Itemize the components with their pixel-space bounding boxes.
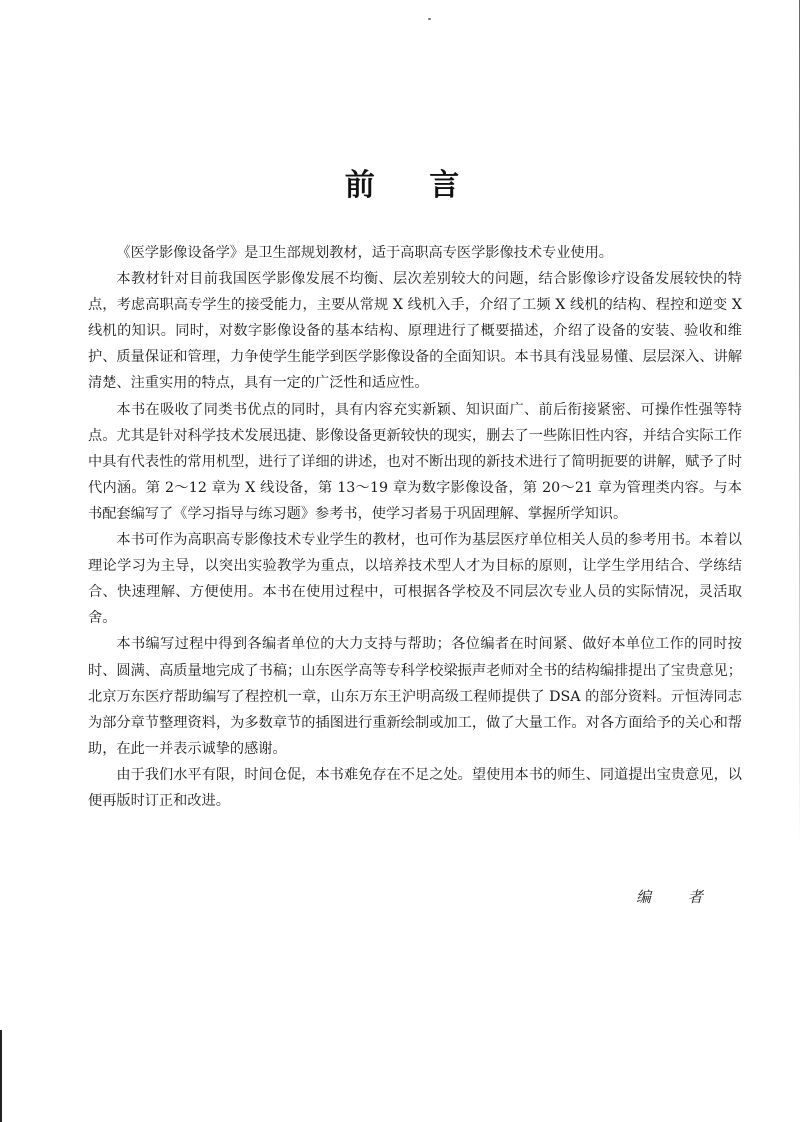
author-signature: 编 者 bbox=[636, 888, 719, 906]
page-title: 前 言 bbox=[344, 168, 482, 203]
preface-paragraph-5: 本书编写过程中得到各编者单位的大力支持与帮助；各位编者在时间紧、做好本单位工作的同时按时、圆满、高质量地完成了书稿；山东医学高等专科学校梁振声老师对全书的结构编排提出了宝贵意见；北京万东医疗帮助编写了程控机一章，山东万东王沪明高级工程师提供了 DSA 的部分资料。亓恒涛同志为部分章节整理资料，为多数章节的插图进行重新绘制或加工，做了大量工作。对各方面给予的关心和帮助，在此一并表示诚挚的感谢。 bbox=[88, 636, 742, 757]
preface-paragraph-3: 本书在吸收了同类书优点的同时，具有内容充实新颖、知识面广、前后衔接紧密、可操作性强等特点。尤其是针对科学技术发展迅捷、影像设备更新较快的现实，删去了一些陈旧性内容，并结合实际工作中具有代表性的常用机型，进行了详细的讲述，也对不断出现的新技术进行了简明扼要的讲解，赋予了时代内涵。第 2～12 章为 X 线设备，第 13～19 章为数字影像设备，第 20～21 章为管理类内容。与本书配套编写了《学习指导与练习题》参考书，使学习者易于巩固理解、掌握所学知识。 bbox=[88, 401, 742, 522]
scan-speck bbox=[428, 18, 431, 20]
preface-paragraph-1: 《医学影像设备学》是卫生部规划教材，适于高职高专医学影像技术专业使用。 bbox=[116, 245, 613, 261]
preface-body bbox=[88, 240, 742, 814]
preface-paragraph-2: 本教材针对目前我国医学影像发展不均衡、层次差别较大的问题，结合影像诊疗设备发展较快的特点，考虑高职高专学生的接受能力，主要从常规 X 线机入手，介绍了工频 X 线机的结构、程控和逆变 X 线机的知识。同时，对数字影像设备的基本结构、原理进行了概要描述，介绍了设备的安装、验收和维护、质量保证和管理，力争使学生能学到医学影像设备的全面知识。本书具有浅显易懂、层层深入、讲解清楚、注重实用的特点，具有一定的广泛性和适应性。 bbox=[88, 271, 742, 392]
preface-paragraph-6: 由于我们水平有限，时间仓促，本书难免存在不足之处。望使用本书的师生、同道提出宝贵意见，以便再版时订正和改进。 bbox=[88, 766, 742, 809]
scan-edge-right bbox=[799, 0, 800, 850]
scan-edge-left bbox=[0, 1030, 2, 1122]
preface-paragraph-4: 本书可作为高职高专影像技术专业学生的教材，也可作为基层医疗单位相关人员的参考用书。本着以理论学习为主导，以突出实验教学为重点，以培养技术型人才为目标的原则，让学生学用结合、学练结合、快速理解、方便使用。本书在使用过程中，可根据各学校及不同层次专业人员的实际情况，灵活取舍。 bbox=[88, 532, 742, 627]
